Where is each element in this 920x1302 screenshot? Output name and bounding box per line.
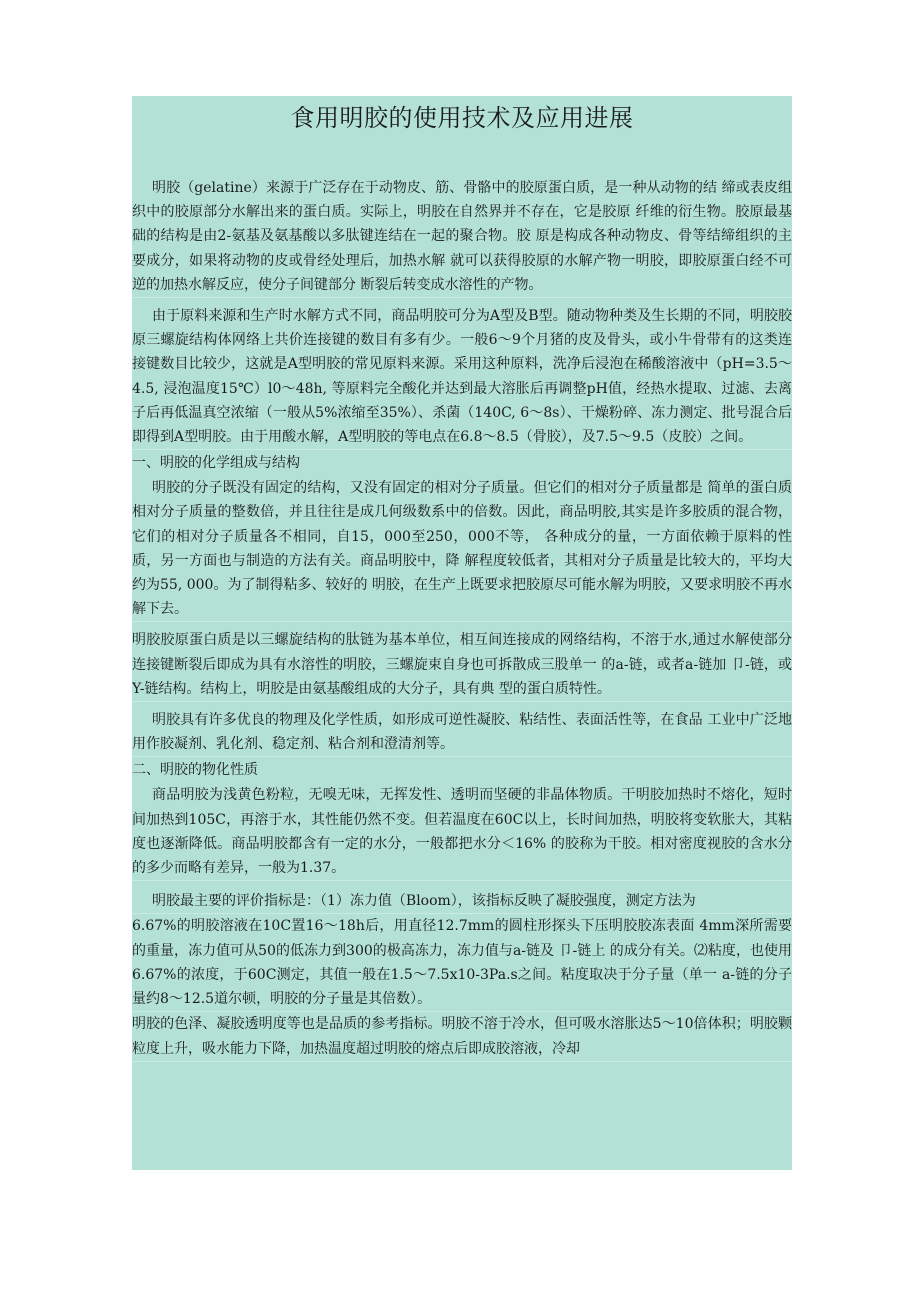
paragraph-intro: 明胶（gelatine）来源于广泛存在于动物皮、筋、骨骼中的胶原蛋白质，是一种从动物的结 缔或表皮组织中的胶原部分水解出来的蛋白质。实际上，明胶在自然界并不存在，它是胶原 纤维的衍生物。胶原最基础的结构是由2-氨基及氨基酸以多肽键连结在一起的聚合物。胶 原是构成各种动物皮、骨等结缔组织的主要成分，如果将动物的皮或骨经处理后，加热水解 就可以获得胶原的水解产物一明胶，即胶原蛋白经不可逆的加热水解反应，使分子间键部分 断裂后转变成水溶性的产物。 bbox=[132, 176, 792, 298]
paragraph-types: 由于原料来源和生产时水解方式不同，商品明胶可分为A型及B型。随动物种类及生长期的不同，明胶胶原三螺旋结构体网络上共价连接键的数目有多有少。一般6～9个月猪的皮及骨头，或小牛骨带有的这类连接键数目比较少，这就是A型明胶的常见原料来源。采用这种原料，洗净后浸泡在稀酸溶液中（pH=3.5～4.5, 浸泡温度15℃）l0～48h, 等原料完全酸化并达到最大溶胀后再调整pH值，经热水提取、过滤、去离子后再低温真空浓缩（一般从5%浓缩至35%）、杀菌（140C, 6～8s）、干燥粉碎、冻力测定、批号混合后即得到A型明胶。由于用酸水解，A型明胶的等电点在6.8～8.5（骨胶），及7.5～9.5（皮胶）之间。 bbox=[132, 304, 792, 450]
paragraph-molecular-weight: 明胶的分子既没有固定的结构，又没有固定的相对分子质量。但它们的相对分子质量都是 简单的蛋白质相对分子质量的整数倍，并且往往是成几何级数系中的倍数。因此，商品明胶,其实是许多胶质的混合物，它们的相对分子质量各不相同，自15，000至250，000不等， 各种成分的量，一方面依赖于原料的性质，另一方面也与制造的方法有关。商品明胶中，降 解程度较低者，其相对分子质量是比较大的，平均大约为55, 000。为了制得粘多、较好的 明胶，在生产上既要求把胶原尽可能水解为明胶，又要求明胶不再水解下去。 bbox=[132, 476, 792, 622]
paragraph-evaluation: 明胶最主要的评价指标是：（1）冻力值（Bloom），该指标反映了凝胶强度，测定方法为 bbox=[132, 889, 792, 914]
section-heading-physicochemical: 二、明胶的物化性质 bbox=[132, 762, 258, 779]
paragraph-triple-helix: 明胶胶原蛋白质是以三螺旋结构的肽链为基本单位，相互间连接成的网络结构，不溶于水,通过水解使部分连接键断裂后即成为具有水溶性的明胶，三螺旋束自身也可拆散成三股单一 的a-链，或者a-链加 卩-链，或Y-链结构。结构上，明胶是由氨基酸组成的大分子，具有典 型的蛋白质特性。 bbox=[132, 628, 792, 702]
paragraph-properties: 明胶具有许多优良的物理及化学性质，如形成可逆性凝胶、粘结性、表面活性等，在食品 工业中广泛地用作胶凝剂、乳化剂、稳定剂、粘合剂和澄清剂等。 bbox=[132, 708, 792, 757]
document-sheet bbox=[132, 96, 792, 1170]
section-heading-structure: 一、明胶的化学组成与结构 bbox=[132, 455, 300, 472]
document-title: 食用明胶的使用技术及应用进展 bbox=[290, 104, 634, 132]
paragraph-color-solubility: 明胶的色泽、凝胶透明度等也是品质的参考指标。明胶不溶于冷水，但可吸水溶胀达5～10倍体积；明胶颗粒度上升，吸水能力下降，加热温度超过明胶的熔点后即成胶溶液，冷却 bbox=[132, 1012, 792, 1061]
paragraph-commercial-gelatin: 商品明胶为浅黄色粉粒，无嗅无味，无挥发性、透明而坚硬的非晶体物质。干明胶加热时不熔化，短时间加热到105C，再溶于水，其性能仍然不变。但若温度在60C以上，长时间加热，明胶将变软胀大，其粘度也逐渐降低。商品明胶都含有一定的水分，一般都把水分＜16% 的胶称为干胶。相对密度视胶的含水分的多少而略有差异，一般为1.37。 bbox=[132, 783, 792, 881]
document-body bbox=[132, 176, 792, 1062]
paragraph-bloom-viscosity: 6.67%的明胶溶液在10C置16～18h后，用直径12.7mm的圆柱形探头下压明胶胶冻表面 4mm深所需要的重量，冻力值可从50的低冻力到300的极高冻力，冻力值与a-链及 卩-链上 的成分有关。⑵粘度，也使用6.67%的浓度，于60C测定，其值一般在1.5～7.5x10-3Pa.s之间。粘度取决于分子量（单一 a-链的分子量约8～12.5道尔顿，明胶的分子量是其倍数）。 bbox=[132, 914, 792, 1012]
